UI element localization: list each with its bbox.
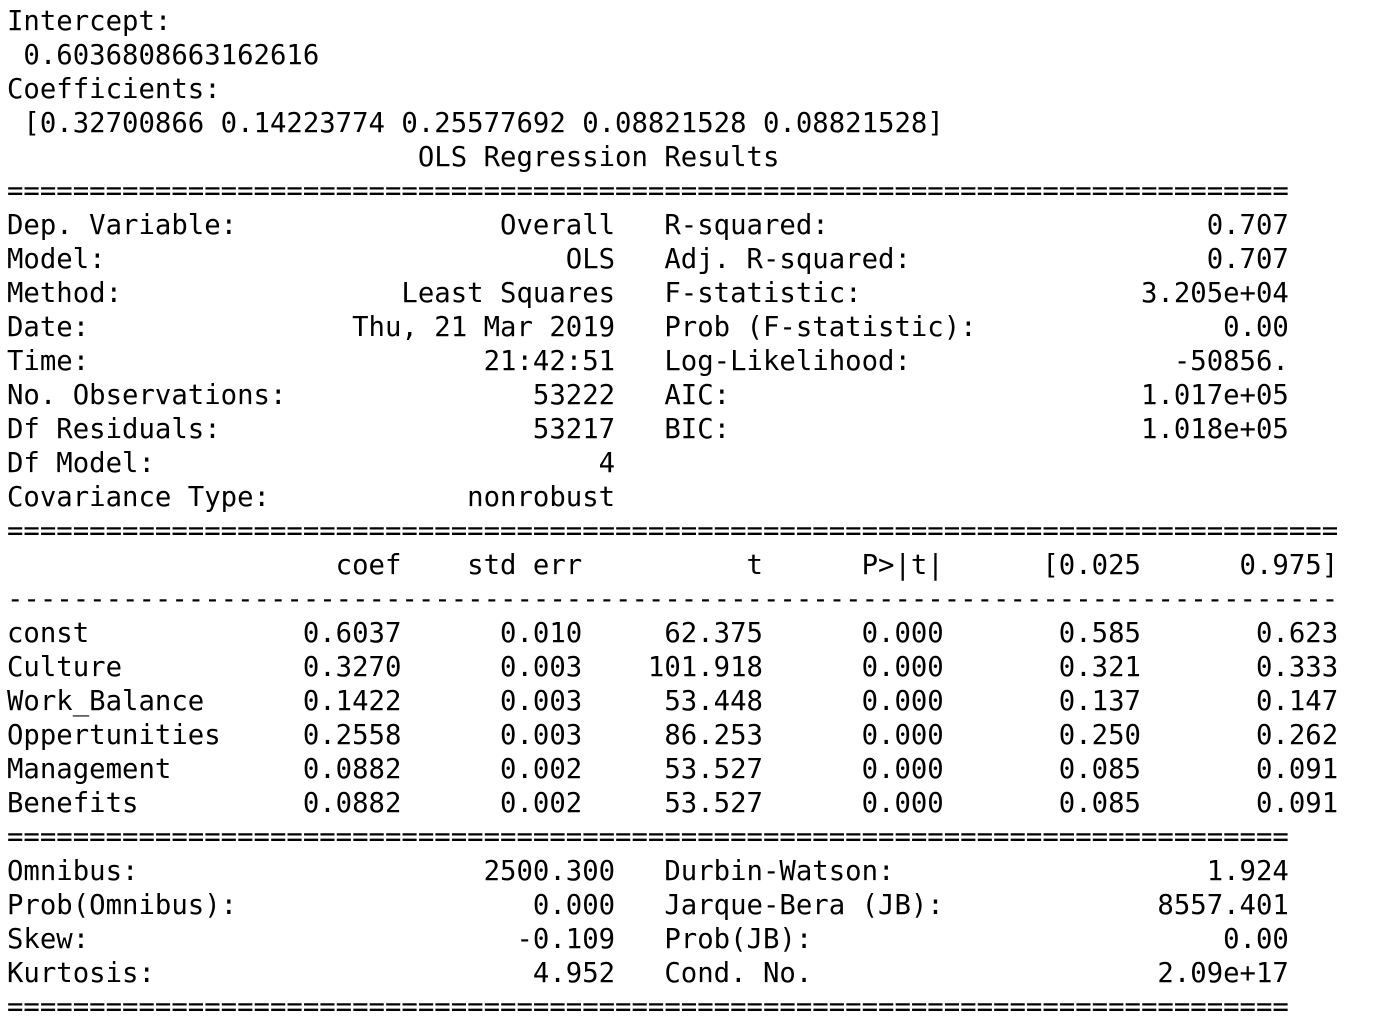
model-info-row: Model: OLS Adj. R-squared: 0.707	[7, 244, 1289, 275]
diagnostics-row: Kurtosis: 4.952 Cond. No. 2.09e+17	[7, 958, 1289, 989]
coef-table-row: Culture 0.3270 0.003 101.918 0.000 0.321 0.333	[7, 652, 1339, 683]
model-info-row: Dep. Variable: Overall R-squared: 0.707	[7, 210, 1289, 241]
model-info-row: Covariance Type: nonrobust	[7, 482, 616, 513]
coef-table-row: Management 0.0882 0.002 53.527 0.000 0.085 0.091	[7, 754, 1339, 785]
model-info-row: Df Model: 4	[7, 448, 616, 479]
model-info-row: Time: 21:42:51 Log-Likelihood: -50856.	[7, 346, 1289, 377]
diagnostics-row: Prob(Omnibus): 0.000 Jarque-Bera (JB): 8557.401	[7, 890, 1289, 921]
separator-top: ==============================================================================	[7, 176, 1289, 207]
diagnostics-row: Omnibus: 2500.300 Durbin-Watson: 1.924	[7, 856, 1289, 887]
model-info-row: Date: Thu, 21 Mar 2019 Prob (F-statistic): 0.00	[7, 312, 1289, 343]
intercept-label: Intercept:	[7, 6, 172, 37]
separator-coef-header: ---------------------------------------------------------------------------------	[7, 584, 1339, 615]
diagnostics-row: Skew: -0.109 Prob(JB): 0.00	[7, 924, 1289, 955]
separator-bottom: ==============================================================================	[7, 992, 1289, 1023]
coef-table-header: coef std err t P>|t| [0.025 0.975]	[7, 550, 1339, 581]
model-info-row: Method: Least Squares F-statistic: 3.205e+04	[7, 278, 1289, 309]
coef-table-row: const 0.6037 0.010 62.375 0.000 0.585 0.623	[7, 618, 1339, 649]
coefficients-value: [0.32700866 0.14223774 0.25577692 0.08821528 0.08821528]	[7, 108, 944, 139]
separator-diagnostics-top: ==============================================================================	[7, 822, 1289, 853]
model-info-row: No. Observations: 53222 AIC: 1.017e+05	[7, 380, 1289, 411]
coefficients-label: Coefficients:	[7, 74, 221, 105]
coef-table-row: Work_Balance 0.1422 0.003 53.448 0.000 0.137 0.147	[7, 686, 1339, 717]
results-title: OLS Regression Results	[7, 142, 780, 173]
intercept-value: 0.6036808663162616	[7, 40, 320, 71]
coef-table-row: Oppertunities 0.2558 0.003 86.253 0.000 0.250 0.262	[7, 720, 1339, 751]
separator-coef-top: =================================================================================	[7, 516, 1339, 547]
model-info-row: Df Residuals: 53217 BIC: 1.018e+05	[7, 414, 1289, 445]
ols-output	[7, 5, 1338, 1025]
coef-table-row: Benefits 0.0882 0.002 53.527 0.000 0.085 0.091	[7, 788, 1339, 819]
